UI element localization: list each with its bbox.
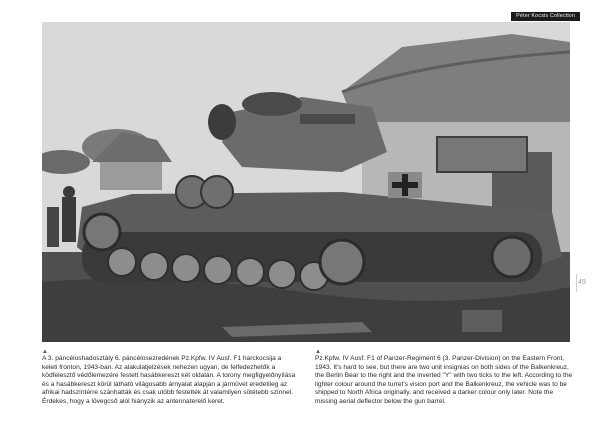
caption-hungarian-text: A 3. páncéloshadosztály 6. páncélosezredének Pz.Kpfw. IV Ausf. F1 harckocsija a keleti fronton, 1943-ban. Az alakulatjelzések nehezen ugyan, de felfedezhetők a ködfelesztő védőlemezére festett hasábkereszt két oldalán. A torony megfigyelőnyílása és a hasábkereszt körül látható világosabb árnyalat alapján a jármüvet eredetileg az afrikai hadszíntérre szánhatták és csak utóbb festették át valamilyen sötétebb színnel. Érdekes, hogy a lövegcső alól hiányzik az antennaterelő keret. bbox=[42, 355, 296, 405]
caption-up-arrow-icon: ▲ bbox=[315, 349, 321, 355]
photograph-tank-in-village-icon bbox=[42, 22, 570, 342]
caption-english bbox=[315, 349, 573, 407]
caption-up-arrow-icon: ▲ bbox=[42, 349, 48, 355]
caption-hungarian bbox=[42, 349, 298, 407]
collection-label: Péter Kocsis Collection bbox=[511, 12, 580, 21]
tank-photograph bbox=[42, 22, 570, 342]
page-number: 49 bbox=[578, 279, 586, 286]
caption-english-text: Pz.Kpfw. IV Ausf. F1 of Panzer-Regiment 6 (3. Panzer-Division) on the Eastern Front, 1943. It's hard to see, but there are two unit insignias on both sides of the Balkenkreuz, the Berlin Bear to the right and the inverted "Y" with two ticks to the left. According to the lighter colour around the turret's vision port and the Balkenkreuz, the vehicle was to be shipped to North Africa originally, and received a darker colour only later. Note the missing aerial deflector below the gun barrel. bbox=[315, 355, 573, 405]
page-edge-marker bbox=[576, 274, 577, 292]
